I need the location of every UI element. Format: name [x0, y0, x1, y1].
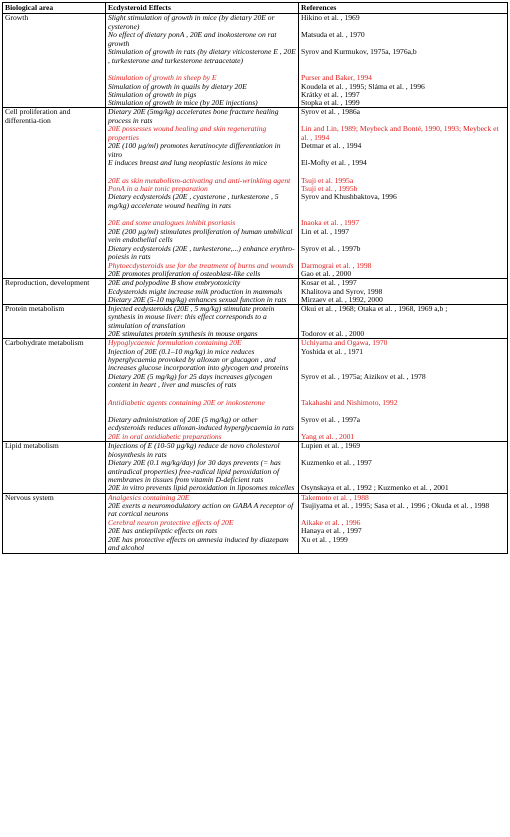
reference-entry: Lupien et al. , 1969: [301, 441, 361, 451]
reference-entry: Tsujiyama et al. , 1995; Sasa et al. , 1996 ; Okuda et al. , 1998: [301, 500, 490, 510]
reference-entry: Gao et al. , 2000: [301, 268, 352, 278]
header-biological-area: Biological area: [3, 3, 106, 14]
effect-entry: Dietary 20E (5-10 mg/kg) enhances sexual function in rats: [108, 294, 287, 304]
effect-entry: 20E in oral antidiabetic preparations: [108, 432, 222, 442]
effect-entry: Dietary ecdysteroids (20E , cyasterone , turkesterone , 5 mg/kg) accelerate wound healing in rats: [108, 192, 279, 210]
effect-entry: Dietary 20E (0.1 mg/kg/day) for 30 days prevents (= has antiradical properties) free-radical lipid peroxidation of membranes in tissues from vitamin D-deficient rats: [108, 458, 281, 484]
effect-entry: 20E and polypodine B show embryotoxicity: [108, 278, 241, 288]
reference-entry: Purser and Baker, 1994: [301, 73, 372, 83]
effect-entry: 20E possesses wound healing and skin regenerating properties: [108, 124, 267, 142]
reference-entry: El-Mofty et al. , 1994: [301, 158, 367, 168]
effect-entry: Cerebral neuron protective effects of 20E: [108, 517, 234, 527]
effect-entry: Antidiabetic agents containing 20E or inokosterone: [108, 397, 265, 407]
effects-cell: [106, 14, 299, 108]
effect-entry: 20E (200 µg/ml) stimulates proliferation of human umbilical vein endothelial cells: [108, 226, 293, 244]
reference-entry: Kuzmenko et al. , 1997: [301, 458, 372, 468]
effect-entry: Dietary ecdysteroids (20E , turkesterone,...) enhance erythro-poiesis in rats: [108, 243, 295, 261]
references-cell: [299, 305, 508, 339]
reference-entry: Hikino et al. , 1969: [301, 13, 360, 23]
effect-entry: Hypoglycaemic formulation containing 20E: [108, 338, 242, 348]
effect-entry: 20E and some analogues inhibit psoriasis: [108, 218, 236, 228]
reference-entry: Osynskaya et al. , 1992 ; Kuzmenko et al. , 2001: [301, 483, 449, 493]
reference-entry: Syrov et al. , 1975a; Aizikov et al. , 1978: [301, 371, 426, 381]
reference-entry: Takemoto et al. , 1988: [301, 492, 369, 502]
reference-entry: Hanaya et al. , 1997: [301, 526, 362, 536]
effect-entry: Analgesics containing 20E: [108, 492, 190, 502]
biological-area-cell: Nervous system: [3, 493, 106, 553]
reference-entry: Kosar et al. , 1997: [301, 278, 357, 288]
biological-area-cell: Growth: [3, 14, 106, 108]
table-row: [3, 305, 508, 339]
effects-cell: [106, 305, 299, 339]
reference-entry: Khalitova and Syrov, 1998: [301, 286, 383, 296]
reference-entry: Syrov and Khushbaktova, 1996: [301, 192, 397, 202]
reference-entry: Mirzaev et al. , 1992, 2000: [301, 294, 383, 304]
table-row: [3, 339, 508, 442]
effect-entry: Phytoecdysteroids use for the treatment of burns and wounds: [108, 260, 294, 270]
effect-entry: 20E promotes proliferation of osteoblast-like cells: [108, 268, 261, 278]
reference-entry: Lin et al. , 1997: [301, 226, 350, 236]
header-ecdysteroid-effects: Ecdysteroid Effects: [106, 3, 299, 14]
effects-cell: [106, 339, 299, 442]
effect-entry: 20E exerts a neuromodulatory action on GABA A receptor of rat cortical neurons: [108, 500, 294, 519]
reference-entry: Krátky et al. , 1997: [301, 89, 360, 99]
effects-cell: [106, 108, 299, 279]
reference-entry: Uchiyama and Ogawa, 1970: [301, 338, 388, 348]
effect-entry: E induces breast and lung neoplastic lesions in mice: [108, 158, 268, 168]
reference-entry: Syrov and Kurmukov, 1975a, 1976a,b: [301, 47, 417, 57]
reference-entry: Syrov et al. , 1997a: [301, 415, 361, 425]
reference-entry: Detmar et al. , 1994: [301, 141, 362, 151]
reference-entry: Inaoka et al. , 1997: [301, 218, 360, 228]
table-row: [3, 108, 508, 279]
reference-entry: Todorov et al. , 2000: [301, 329, 365, 339]
table-row: [3, 442, 508, 493]
effect-entry: 20E (100 µg/ml) promotes keratinocyte differentiation in vitro: [108, 141, 281, 159]
references-cell: [299, 108, 508, 279]
effects-cell: [106, 279, 299, 305]
table-row: [3, 279, 508, 305]
reference-entry: Yoshida et al. , 1971: [301, 346, 364, 356]
effect-entry: Injections of E (10-50 µg/kg) reduce de novo cholesterol biosynthesis in rats: [108, 441, 280, 459]
effect-entry: Stimulation of growth in sheep by E: [108, 73, 217, 83]
reference-entry: Okui et al. , 1968; Otaka et al. , 1968, 1969 a,b ;: [301, 304, 448, 314]
reference-entry: Aikake et al. , 1996: [301, 517, 361, 527]
references-cell: [299, 14, 508, 108]
effect-entry: Dietary 20E (5mg/kg) accelerates bone fracture healing process in rats: [108, 107, 279, 125]
reference-entry: Lin and Lin, 1989; Meybeck and Bonté, 1990, 1993; Meybeck et al. , 1994: [301, 124, 499, 142]
ecdysteroid-effects-table: [2, 2, 508, 554]
effect-entry: 20E has protective effects on amnesia induced by diazepam and alcohol: [108, 534, 289, 552]
effect-entry: 20E in vitro prevents lipid peroxidation in liposomes micelles: [108, 483, 295, 493]
reference-entry: Tsuji et al. , 1995b: [301, 184, 358, 194]
effect-entry: 20E stimulates protein synthesis in mouse organs: [108, 329, 258, 339]
effect-entry: PonA in a hair tonic preparation: [108, 184, 208, 194]
reference-entry: Tsuji et al. 1995a: [301, 175, 354, 185]
reference-entry: Xu et al. , 1999: [301, 534, 348, 544]
biological-area-cell: Reproduction, development: [3, 279, 106, 305]
references-cell: [299, 442, 508, 493]
effect-entry: Injected ecdysteroids (20E , 5 mg/kg) stimulate protein synthesis in mouse liver: this effect corresponds to a stimulation of translation: [108, 304, 275, 330]
biological-area-cell: Protein metabolism: [3, 305, 106, 339]
effect-entry: Simulation of growth in quails by dietary 20E: [108, 81, 247, 91]
biological-area-cell: Lipid metabolism: [3, 442, 106, 493]
reference-entry: Koudela et al. , 1995; Sláma et al. , 1996: [301, 81, 425, 91]
effect-entry: Stimulation of growth in rats (by dietary viticosterone E , 20E , turkesterone and turkesterone tetraacetate): [108, 47, 296, 65]
reference-entry: Stopka et al. , 1999: [301, 98, 360, 108]
reference-entry: Matsuda et al. , 1970: [301, 30, 365, 40]
table-row: [3, 493, 508, 553]
reference-entry: Darmograi et al. , 1998: [301, 260, 372, 270]
effect-entry: Stimulation of growth in mice (by 20E injections): [108, 98, 258, 108]
effect-entry: Slight stimulation of growth in mice (by dietary 20E or cysterone): [108, 13, 275, 31]
table-body: [3, 14, 508, 553]
reference-entry: Syrov et al. , 1986a: [301, 107, 361, 117]
effects-cell: [106, 493, 299, 553]
references-cell: [299, 493, 508, 553]
effect-entry: 20E as skin metabolism-activating and anti-wrinkling agent: [108, 175, 291, 185]
reference-entry: Yang et al. , 2001: [301, 432, 355, 442]
biological-area-cell: Carbohydrate metabolism: [3, 339, 106, 442]
effect-entry: 20E has antiepileptic effects on rats: [108, 526, 218, 536]
effect-entry: Dietary administration of 20E (5 mg/kg) or other ecdysteroids reduces alloxan-induced hyperglycaemia in rats: [108, 415, 294, 433]
references-cell: [299, 339, 508, 442]
header-references: References: [299, 3, 508, 14]
table-row: [3, 14, 508, 108]
reference-entry: Takahashi and Nishimoto, 1992: [301, 397, 398, 407]
effect-entry: Stimulation of growth in pigs: [108, 89, 197, 99]
effect-entry: Ecdysteroids might increase milk production in mammals: [108, 286, 283, 296]
effect-entry: Injection of 20E (0.1–10 mg/kg) in mice reduces hyperglycaemia provoked by alloxan or glucagon , and increases glucose incorporation into glycogen and proteins: [108, 346, 289, 373]
reference-entry: Syrov et al. , 1997b: [301, 243, 361, 253]
biological-area-cell: Cell proliferation and differentia-tion: [3, 108, 106, 279]
effects-cell: [106, 442, 299, 493]
references-cell: [299, 279, 508, 305]
effect-entry: Dietary 20E (5 mg/kg) for 25 days increases glycogen content in heart , liver and muscles of rats: [108, 371, 273, 390]
effect-entry: No effect of dietary ponA , 20E and inokosterone on rat growth: [108, 30, 277, 48]
header-row: [3, 3, 508, 14]
